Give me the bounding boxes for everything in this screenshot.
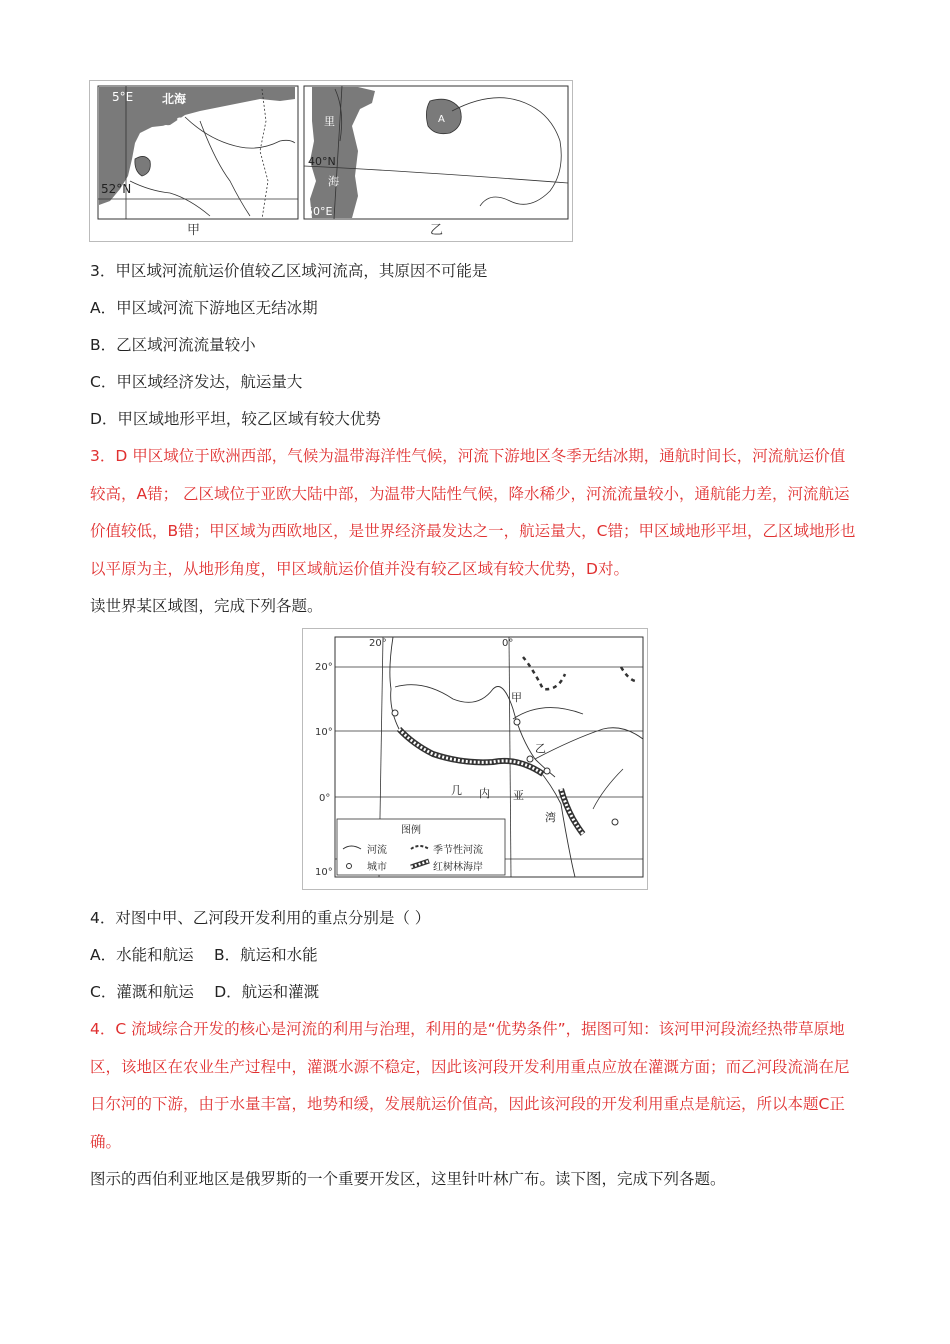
q3-answer: 3．D 甲区域位于欧洲西部，气候为温带海洋性气候，河流下游地区冬季无结冰期，通航时间长，河流航运价值较高，A错； 乙区域位于亚欧大陆中部，为温带大陆性气候，降水稀少，河流流量较小，通航能力差，河流航运价值较低，B错；甲区域为西欧地区，是世界经济最发达之一，航运量大，C错；甲区域地形平坦，乙区域地形也以平原为主，从地形角度，甲区域航运价值并没有较乙区域有较大优势，D对。 [90, 447, 856, 578]
q3-option-c: C．甲区域经济发达，航运量大 [90, 373, 303, 391]
legend-seasonal-river: 季节性河流 [433, 845, 483, 856]
q4-answer: 4．C 流域综合开发的核心是河流的利用与治理，利用的是“优势条件”，据图可知：该河甲河段流经热带草原地区，该地区在农业生产过程中，灌溉水源不稳定，因此该河段开发利用重点应放在灌溉方面；而乙河段流淌在尼日尔河的下游，由于水量丰富，地势和缓，发展航运价值高，因此该河段的开发利用重点是航运，所以本题C正确。 [90, 1020, 850, 1151]
sea-char-3: 亚 [513, 789, 524, 802]
lat-label-10s: 10° [315, 867, 333, 878]
sea-char-4: 湾 [545, 811, 556, 824]
q3-option-d: D．甲区域地形平坦，较乙区域有较大优势 [90, 410, 381, 428]
label-sea-top: 里 [324, 115, 335, 128]
lat-label-10n: 10° [315, 727, 333, 738]
q4-stem: 4．对图中甲、乙河段开发利用的重点分别是（ ） [90, 909, 431, 927]
q4-options-row1: A．水能和航运 B．航运和水能 [90, 946, 318, 964]
lat-label-20: 20° [315, 662, 333, 673]
caption-yi: 乙 [430, 223, 444, 238]
figure-europe-caspian-maps [89, 80, 573, 242]
legend-mangrove: 红树林海岸 [433, 862, 483, 873]
lon-label-50e: 50°E [306, 205, 333, 218]
lat-label-52n: 52°N [101, 182, 132, 196]
lat-label-0: 0° [319, 793, 331, 804]
legend-river: 河流 [367, 845, 387, 856]
sea-label-north-sea: 北海 [162, 92, 187, 106]
intro-siberia: 图示的西伯利亚地区是俄罗斯的一个重要开发区，这里针叶林广布。读下图，完成下列各题。 [90, 1170, 726, 1188]
legend [337, 819, 505, 875]
river-label-yi: 乙 [535, 742, 546, 755]
west-africa-map-svg [303, 629, 647, 889]
lon-label-20: 20° [369, 638, 387, 649]
label-sea-bottom: 海 [328, 175, 339, 188]
lat-label-40n: 40°N [308, 155, 336, 168]
label-area-a: A [438, 114, 445, 125]
legend-city: 城市 [367, 862, 387, 873]
legend-title: 图例 [401, 825, 421, 836]
caption-jia: 甲 [187, 223, 201, 238]
sea-char-1: 几 [451, 784, 462, 797]
intro-world-region: 读世界某区域图，完成下列各题。 [90, 597, 323, 615]
q3-option-a: A．甲区域河流下游地区无结冰期 [90, 299, 318, 317]
river-label-jia: 甲 [511, 691, 522, 704]
q3-option-b: B．乙区域河流流量较小 [90, 336, 256, 354]
q4-options-row2: C．灌溉和航运 D．航运和灌溉 [90, 983, 320, 1001]
lon-label-0: 0° [502, 638, 514, 649]
map-pair-svg [90, 81, 572, 241]
lon-label-5e: 5°E [112, 90, 134, 104]
sea-char-2: 内 [479, 787, 490, 800]
figure-west-africa-map [302, 628, 648, 890]
q3-stem: 3．甲区域河流航运价值较乙区域河流高，其原因不可能是 [90, 262, 488, 280]
